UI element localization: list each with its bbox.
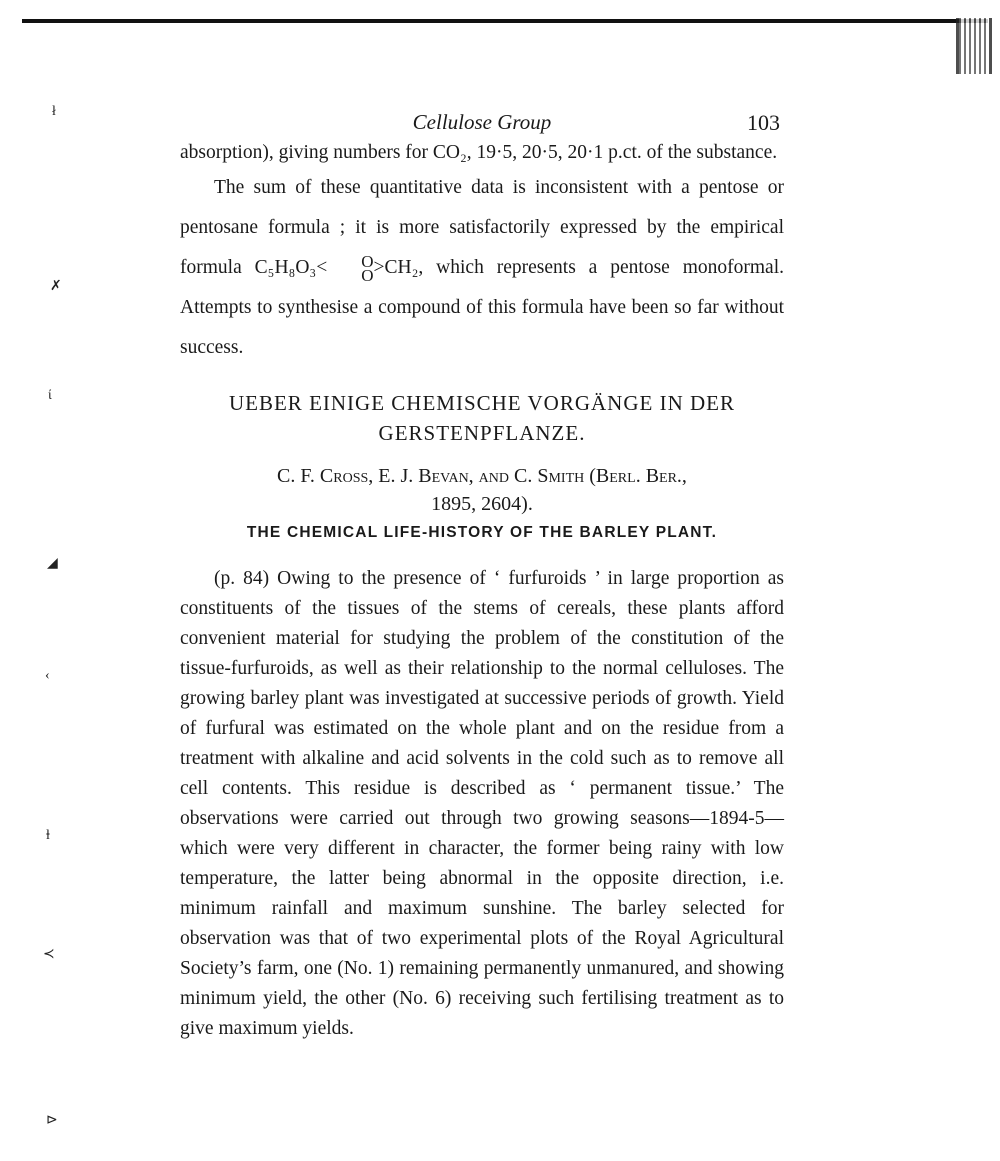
page-number: 103: [747, 110, 780, 135]
empirical-formula: [254, 251, 419, 285]
article-title: [180, 388, 784, 448]
margin-speck: ◢: [47, 556, 58, 571]
formula-bottom: O: [361, 265, 374, 285]
formula-base: C₅H₈O₃<: [254, 257, 328, 278]
paragraph-absorption: absorption), giving numbers for CO₂, 19·5, 20·5, 20·1 p.ct. of the substance.: [180, 142, 778, 163]
article-title-line1: UEBER EINIGE CHEMISCHE VORGÄNGE IN DER: [228, 391, 735, 415]
formula-tail: >CH₂: [373, 257, 419, 278]
article-subheading: THE CHEMICAL LIFE-HISTORY OF THE BARLEY PLANT.: [246, 524, 718, 541]
top-border-rule: [22, 19, 988, 23]
authors-line1: C. F. Cross, E. J. Bevan, and C. Smith (Berl. Ber.,: [277, 465, 687, 487]
running-head: [180, 108, 784, 138]
page-content: [180, 108, 784, 1044]
formula-top: O: [361, 251, 374, 271]
margin-speck: ί: [48, 388, 52, 403]
paragraph-body: (p. 84) Owing to the presence of ‘ furfuroids ’ in large proportion as constituents of the tissues of the stems of cereals, these plants afford convenient material for studying the problem of the constitution of the tissue-furfuroids, as well as their relationship to the normal celluloses. The growing barley plant was investigated at successive periods of growth. Yield of furfural was estimated on the whole plant and on the residue from a treatment with alkaline and acid solvents in the cold such as to remove all cell contents. This residue is described as ‘ permanent tissue.’ The observations were carried out through two growing seasons—1894-5—which were very different in character, the former being rainy with low temperature, the latter being abnormal in the opposite direction, i.e. minimum rainfall and maximum sunshine. The barley selected for observation was that of two experimental plots of the Royal Agricultural Society’s farm, one (No. 1) remaining permanently unmanured, and showing minimum yield, the other (No. 6) receiving such fertilising treatment as to give maximum yields.: [180, 568, 784, 1039]
margin-speck: ‹: [45, 668, 50, 683]
binding-corner-mark: [956, 18, 992, 74]
margin-speck: ⱡ: [46, 828, 50, 843]
running-title: Cellulose Group: [412, 110, 552, 134]
margin-speck: ł: [52, 104, 56, 119]
margin-speck: ≺: [43, 947, 55, 962]
article-title-line2: GERSTENPFLANZE.: [378, 421, 586, 445]
formula-fraction: [327, 251, 374, 285]
margin-speck: ✗: [50, 279, 62, 294]
authors-line2: 1895, 2604).: [431, 493, 533, 515]
article-authors: [180, 462, 784, 518]
formula-lead-text: The sum of these quantitative data is inconsistent with a pentose or pentosane formula ; it is more satisfactorily expressed by the empirical formula: [180, 177, 784, 278]
formula-trailing-text: , which represents a pentose monoformal. Attempts to synthesise a compound of this formula have been so far without success.: [180, 257, 784, 358]
margin-speck: ⊳: [46, 1113, 58, 1128]
paragraph-formula: [180, 168, 784, 368]
